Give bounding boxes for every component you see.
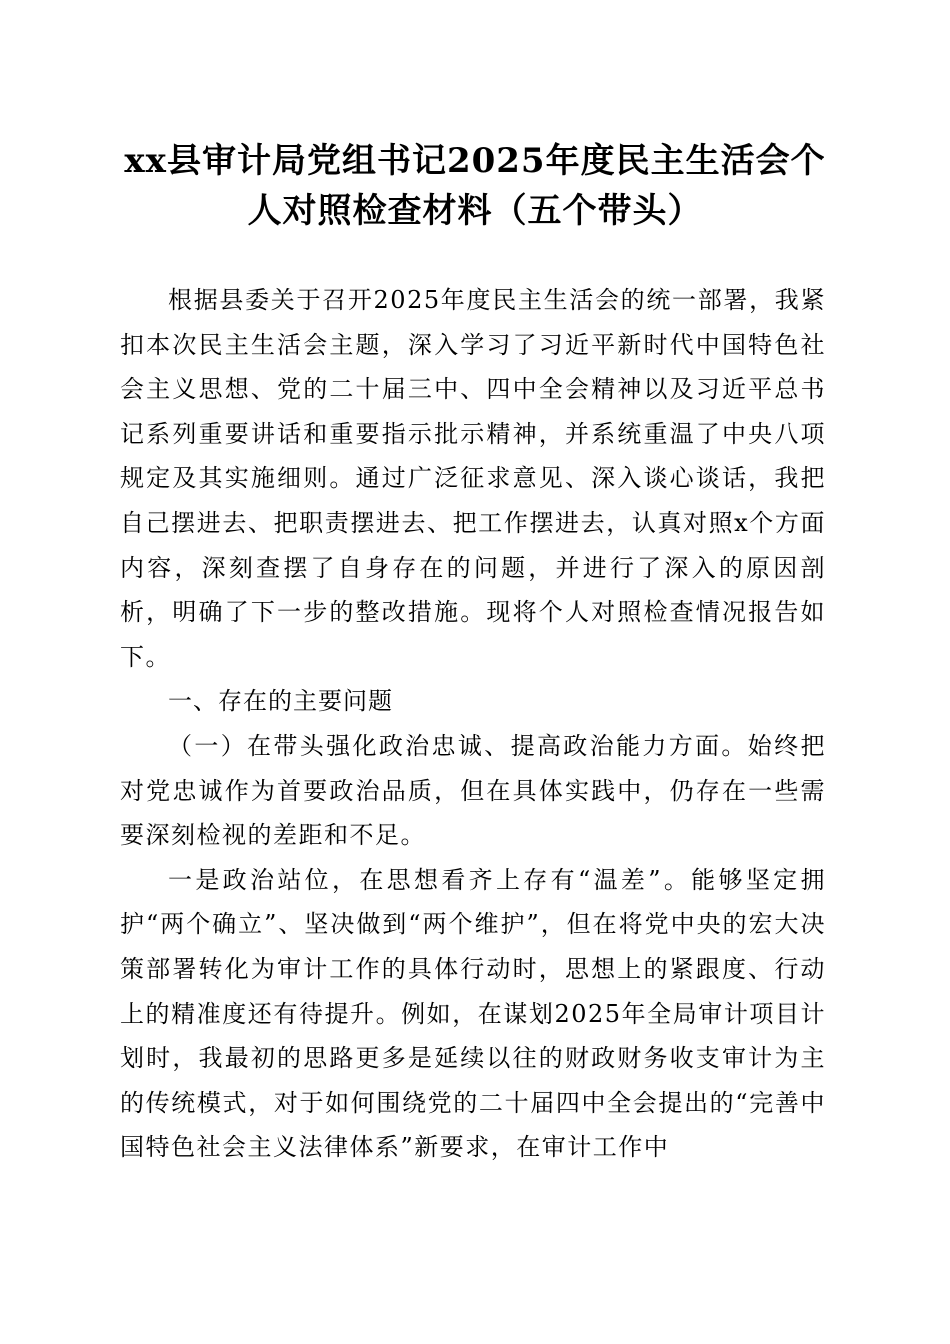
intro-paragraph: 根据县委关于召开2025年度民主生活会的统一部署，我紧扣本次民主生活会主题，深入学习了习近平新时代中国特色社会主义思想、党的二十届三中、四中全会精神以及习近平总书记系列重要讲话和重要指示批示精神，并系统重温了中央八项规定及其实施细则。通过广泛征求意见、深入谈心谈话，我把自己摆进去、把职责摆进去、把工作摆进去，认真对照x个方面内容，深刻查摆了自身存在的问题，并进行了深入的原因剖析，明确了下一步的整改措施。现将个人对照检查情况报告如下。: [120, 286, 826, 671]
document-body: [120, 278, 826, 1170]
point-paragraph-political-stance: 一是政治站位，在思想看齐上存有“温差”。能够坚定拥护“两个确立”、坚决做到“两个维护”，但在将党中央的宏大决策部署转化为审计工作的具体行动时，思想上的紧跟度、行动上的精准度还有待提升。例如，在谋划2025年全局审计项目计划时，我最初的思路更多是延续以往的财政财务收支审计为主的传统模式，对于如何围绕党的二十届四中全会提出的“完善中国特色社会主义法律体系”新要求，在审计工作中: [120, 865, 826, 1162]
subsection-paragraph-political-loyalty: （一）在带头强化政治忠诚、提高政治能力方面。始终把对党忠诚作为首要政治品质，但在具体实践中，仍存在一些需要深刻检视的差距和不足。: [120, 731, 826, 850]
title-line-1: xx县审计局党组书记2025年度民主生活会个: [124, 141, 826, 181]
title-line-2: 人对照检查材料（五个带头）: [247, 191, 703, 231]
document-title: [110, 136, 840, 236]
section-heading-problems: 一、存在的主要问题: [168, 687, 393, 716]
